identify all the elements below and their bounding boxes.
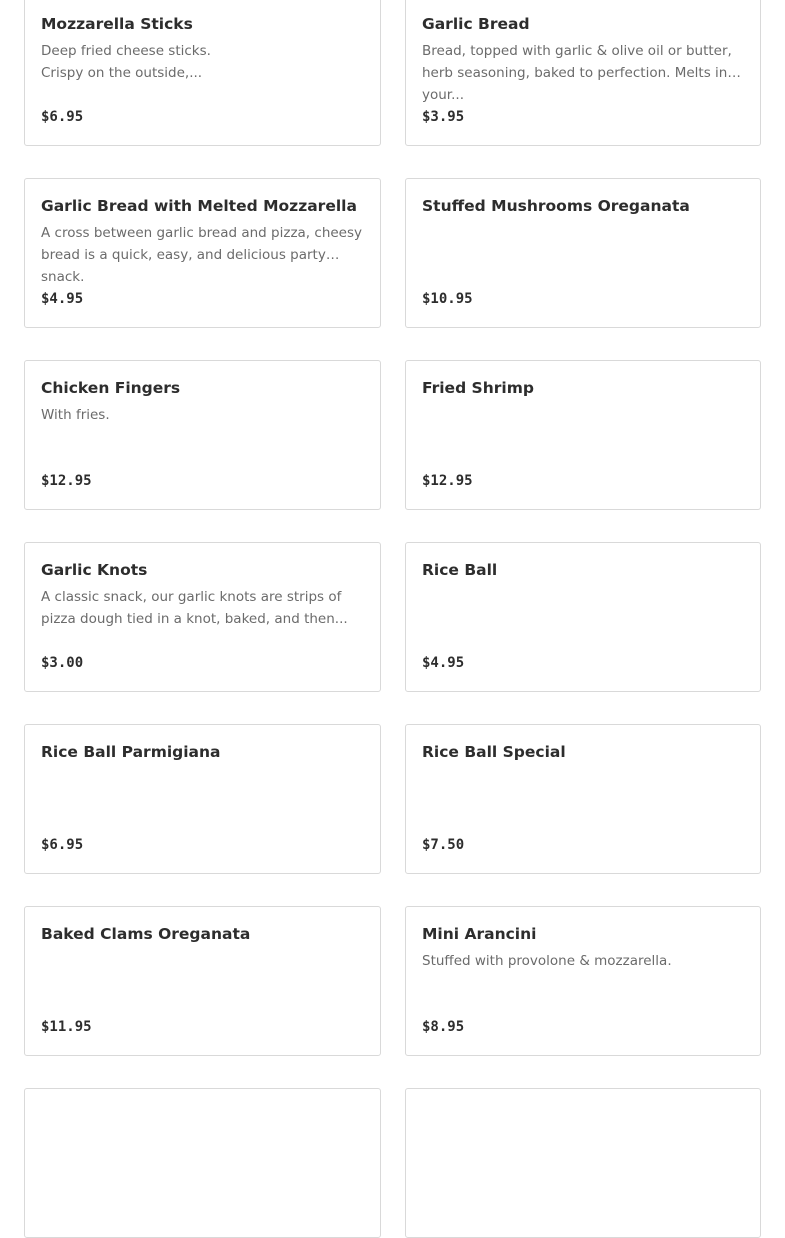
menu-item-price: $8.95 [422, 1019, 465, 1035]
menu-item-card[interactable] [24, 360, 381, 510]
menu-item-description: Deep fried cheese sticks. Crispy on the outside,... [41, 43, 211, 81]
menu-item-price: $12.95 [41, 473, 92, 489]
menu-item-name: Rice Ball [422, 561, 498, 579]
menu-item-price: $12.95 [422, 473, 473, 489]
menu-item-card[interactable] [24, 0, 381, 146]
menu-item-price: $7.50 [422, 837, 465, 853]
menu-item-name: Fried Shrimp [422, 379, 534, 397]
menu-item-description: With fries. [41, 407, 110, 423]
menu-item-price: $4.95 [41, 291, 84, 307]
menu-item-name: Stuffed Mushrooms Oreganata [422, 197, 690, 215]
menu-item-name: Garlic Knots [41, 561, 148, 579]
menu-item-description: A cross between garlic bread and pizza, cheesy bread is a quick, easy, and delicious party snack. [41, 225, 363, 285]
menu-item-description: Stuffed with provolone & mozzarella. [422, 953, 672, 969]
menu-item-name: Garlic Bread with Melted Mozzarella [41, 197, 357, 215]
menu-item-price: $10.95 [422, 291, 473, 307]
menu-item-price: $3.95 [422, 109, 465, 125]
menu-item-card[interactable] [405, 724, 761, 874]
menu-item-card[interactable] [405, 542, 761, 692]
menu-item-card[interactable] [405, 906, 761, 1056]
menu-item-card[interactable] [24, 1088, 381, 1238]
menu-item-card[interactable] [24, 178, 381, 328]
menu-item-price: $4.95 [422, 655, 465, 671]
menu-item-name: Rice Ball Parmigiana [41, 743, 221, 761]
menu-item-description: Bread, topped with garlic & olive oil or butter, herb seasoning, baked to perfection. Melts in your... [422, 43, 732, 103]
menu-item-price: $6.95 [41, 837, 84, 853]
menu-item-name: Mini Arancini [422, 925, 537, 943]
menu-item-name: Baked Clams Oreganata [41, 925, 251, 943]
menu-item-card[interactable] [405, 178, 761, 328]
menu-item-card[interactable] [405, 0, 761, 146]
menu-item-description: A classic snack, our garlic knots are strips of pizza dough tied in a knot, baked, and then... [41, 589, 348, 627]
menu-item-name: Chicken Fingers [41, 379, 181, 397]
menu-item-card[interactable] [24, 542, 381, 692]
menu-item-card[interactable] [405, 1088, 761, 1238]
menu-item-card[interactable] [24, 724, 381, 874]
menu-item-card[interactable] [405, 360, 761, 510]
menu-item-price: $6.95 [41, 109, 84, 125]
menu-item-name: Garlic Bread [422, 15, 530, 33]
menu-item-grid [24, 0, 761, 1238]
menu-item-card[interactable] [24, 906, 381, 1056]
menu-item-name: Mozzarella Sticks [41, 15, 193, 33]
menu-item-name: Rice Ball Special [422, 743, 566, 761]
menu-item-price: $11.95 [41, 1019, 92, 1035]
menu-item-price: $3.00 [41, 655, 84, 671]
